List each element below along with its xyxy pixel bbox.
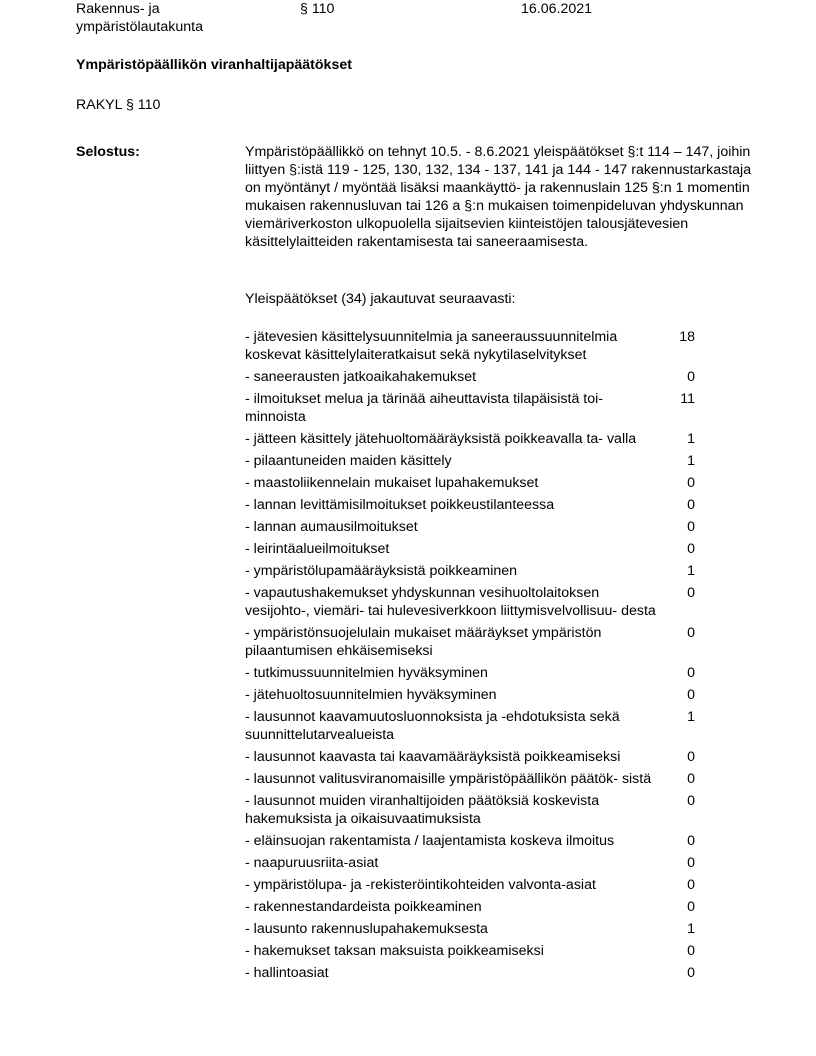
list-item-label: - lausunnot muiden viranhaltijoiden päätöksiä koskevista hakemuksista ja oikaisuvaatimuksista bbox=[245, 793, 600, 827]
list-item-label: - hallintoasiat bbox=[245, 965, 329, 981]
list-item-count: 0 bbox=[687, 943, 695, 959]
list-item bbox=[245, 708, 705, 744]
list-item-label: - jätevesien käsittelysuunnitelmia ja saneeraussuunnitelmia koskevat käsittelylaiteratkaisut sekä nykytilaselvitykset bbox=[245, 329, 618, 363]
list-item-label: - pilaantuneiden maiden käsittely bbox=[245, 453, 452, 469]
list-item-label: - saneerausten jatkoaikahakemukset bbox=[245, 369, 477, 385]
header-section: § 110 bbox=[300, 1, 335, 17]
list-item-count: 18 bbox=[679, 329, 695, 345]
list-item bbox=[245, 854, 705, 872]
list-item-label: - lannan aumausilmoitukset bbox=[245, 519, 418, 535]
list-item-label: - jätteen käsittely jätehuoltomääräyksistä poikkeavalla ta- valla bbox=[245, 431, 637, 447]
list-item-label: - eläinsuojan rakentamista / laajentamista koskeva ilmoitus bbox=[245, 833, 615, 849]
list-item bbox=[245, 474, 705, 492]
list-item-count: 0 bbox=[687, 793, 695, 809]
list-item-count: 0 bbox=[687, 749, 695, 765]
page-title: Ympäristöpäällikön viranhaltijapäätökset bbox=[76, 57, 352, 73]
list-item-label: - ympäristölupamääräyksistä poikkeaminen bbox=[245, 563, 518, 579]
list-item bbox=[245, 540, 705, 558]
list-item-count: 0 bbox=[687, 771, 695, 787]
list-item-label: - ympäristölupa- ja -rekisteröintikohteiden valvonta-asiat bbox=[245, 877, 596, 893]
list-item bbox=[245, 390, 705, 426]
selostus-text: Ympäristöpäällikkö on tehnyt 10.5. - 8.6.2021 yleispäätökset §:t 114 – 147, joihin liittyen §:istä 119 - 125, 130, 132, 134 - 137, 141 ja 144 - 147 rakennustarkastaja on myöntänyt / myöntää lisäksi maankäyttö- ja rakennuslain 125 §:n 1 momentin mukaisen rakennusluvan tai 126 a §:n mukaisen toimenpideluvan yhdyskunnan viemäriverkoston ulkopuolella sijaitsevien kiinteistöjen talousjätevesien käsittelylaitteiden rakentamisesta tai saneeraamisesta. bbox=[245, 144, 752, 250]
list-item-count: 1 bbox=[687, 453, 695, 469]
selostus-label: Selostus: bbox=[76, 144, 140, 160]
list-item bbox=[245, 584, 705, 620]
list-item-count: 0 bbox=[687, 833, 695, 849]
decision-list bbox=[245, 328, 705, 986]
list-item-label: - lausunto rakennuslupahakemuksesta bbox=[245, 921, 488, 937]
summary-line: Yleispäätökset (34) jakautuvat seuraavasti: bbox=[245, 291, 516, 307]
list-item bbox=[245, 452, 705, 470]
list-item-label: - maastoliikennelain mukaiset lupahakemukset bbox=[245, 475, 539, 491]
list-item-label: - ympäristönsuojelulain mukaiset määräykset ympäristön pilaantumisen ehkäisemiseksi bbox=[245, 625, 602, 659]
list-item-count: 1 bbox=[687, 563, 695, 579]
list-item-label: - leirintäalueilmoitukset bbox=[245, 541, 390, 557]
list-item-count: 0 bbox=[687, 625, 695, 641]
list-item-count: 0 bbox=[687, 877, 695, 893]
list-item bbox=[245, 748, 705, 766]
selostus-paragraph bbox=[245, 143, 755, 251]
list-item bbox=[245, 832, 705, 850]
list-item-count: 0 bbox=[687, 475, 695, 491]
list-item-count: 0 bbox=[687, 899, 695, 915]
list-item bbox=[245, 920, 705, 938]
list-item-label: - ilmoitukset melua ja tärinää aiheuttavista tilapäisistä toi- minnoista bbox=[245, 391, 604, 425]
list-item-label: - lannan levittämisilmoitukset poikkeustilanteessa bbox=[245, 497, 555, 513]
list-item bbox=[245, 518, 705, 536]
list-item bbox=[245, 942, 705, 960]
list-item-count: 11 bbox=[680, 391, 695, 407]
list-item bbox=[245, 876, 705, 894]
header-committee: Rakennus- ja ympäristölautakunta bbox=[76, 1, 203, 35]
list-item-count: 0 bbox=[687, 519, 695, 535]
list-item-label: - tutkimussuunnitelmien hyväksyminen bbox=[245, 665, 488, 681]
list-item bbox=[245, 792, 705, 828]
list-item-label: - rakennestandardeista poikkeaminen bbox=[245, 899, 482, 915]
header-date: 16.06.2021 bbox=[521, 1, 593, 17]
list-item-count: 0 bbox=[687, 497, 695, 513]
list-item-label: - lausunnot valitusviranomaisille ympäristöpäällikön päätök- sistä bbox=[245, 771, 652, 787]
list-item-label: - vapautushakemukset yhdyskunnan vesihuoltolaitoksen vesijohto-, viemäri- tai hulevesiverkkoon liittymisvelvollisuu- desta bbox=[245, 585, 656, 619]
list-item bbox=[245, 624, 705, 660]
list-item bbox=[245, 496, 705, 514]
list-item-count: 1 bbox=[687, 709, 695, 725]
list-item-count: 1 bbox=[687, 431, 695, 447]
list-item-count: 0 bbox=[687, 965, 695, 981]
list-item-count: 0 bbox=[687, 687, 695, 703]
list-item bbox=[245, 664, 705, 682]
list-item-label: - naapuruusriita-asiat bbox=[245, 855, 379, 871]
list-item bbox=[245, 964, 705, 982]
list-item bbox=[245, 328, 705, 364]
list-item-label: - hakemukset taksan maksuista poikkeamiseksi bbox=[245, 943, 544, 959]
list-item-label: - lausunnot kaavamuutosluonnoksista ja -ehdotuksista sekä suunnittelutarvealueista bbox=[245, 709, 620, 743]
list-item-count: 0 bbox=[687, 541, 695, 557]
section-reference: RAKYL § 110 bbox=[76, 97, 161, 113]
list-item-count: 0 bbox=[687, 585, 695, 601]
list-item bbox=[245, 430, 705, 448]
list-item-count: 0 bbox=[687, 369, 695, 385]
list-item bbox=[245, 368, 705, 386]
list-item-count: 0 bbox=[687, 855, 695, 871]
list-item-count: 1 bbox=[687, 921, 695, 937]
list-item-count: 0 bbox=[687, 665, 695, 681]
list-item bbox=[245, 686, 705, 704]
list-item bbox=[245, 562, 705, 580]
list-item-label: - jätehuoltosuunnitelmien hyväksyminen bbox=[245, 687, 497, 703]
list-item bbox=[245, 898, 705, 916]
list-item bbox=[245, 770, 705, 788]
list-item-label: - lausunnot kaavasta tai kaavamääräyksistä poikkeamiseksi bbox=[245, 749, 621, 765]
